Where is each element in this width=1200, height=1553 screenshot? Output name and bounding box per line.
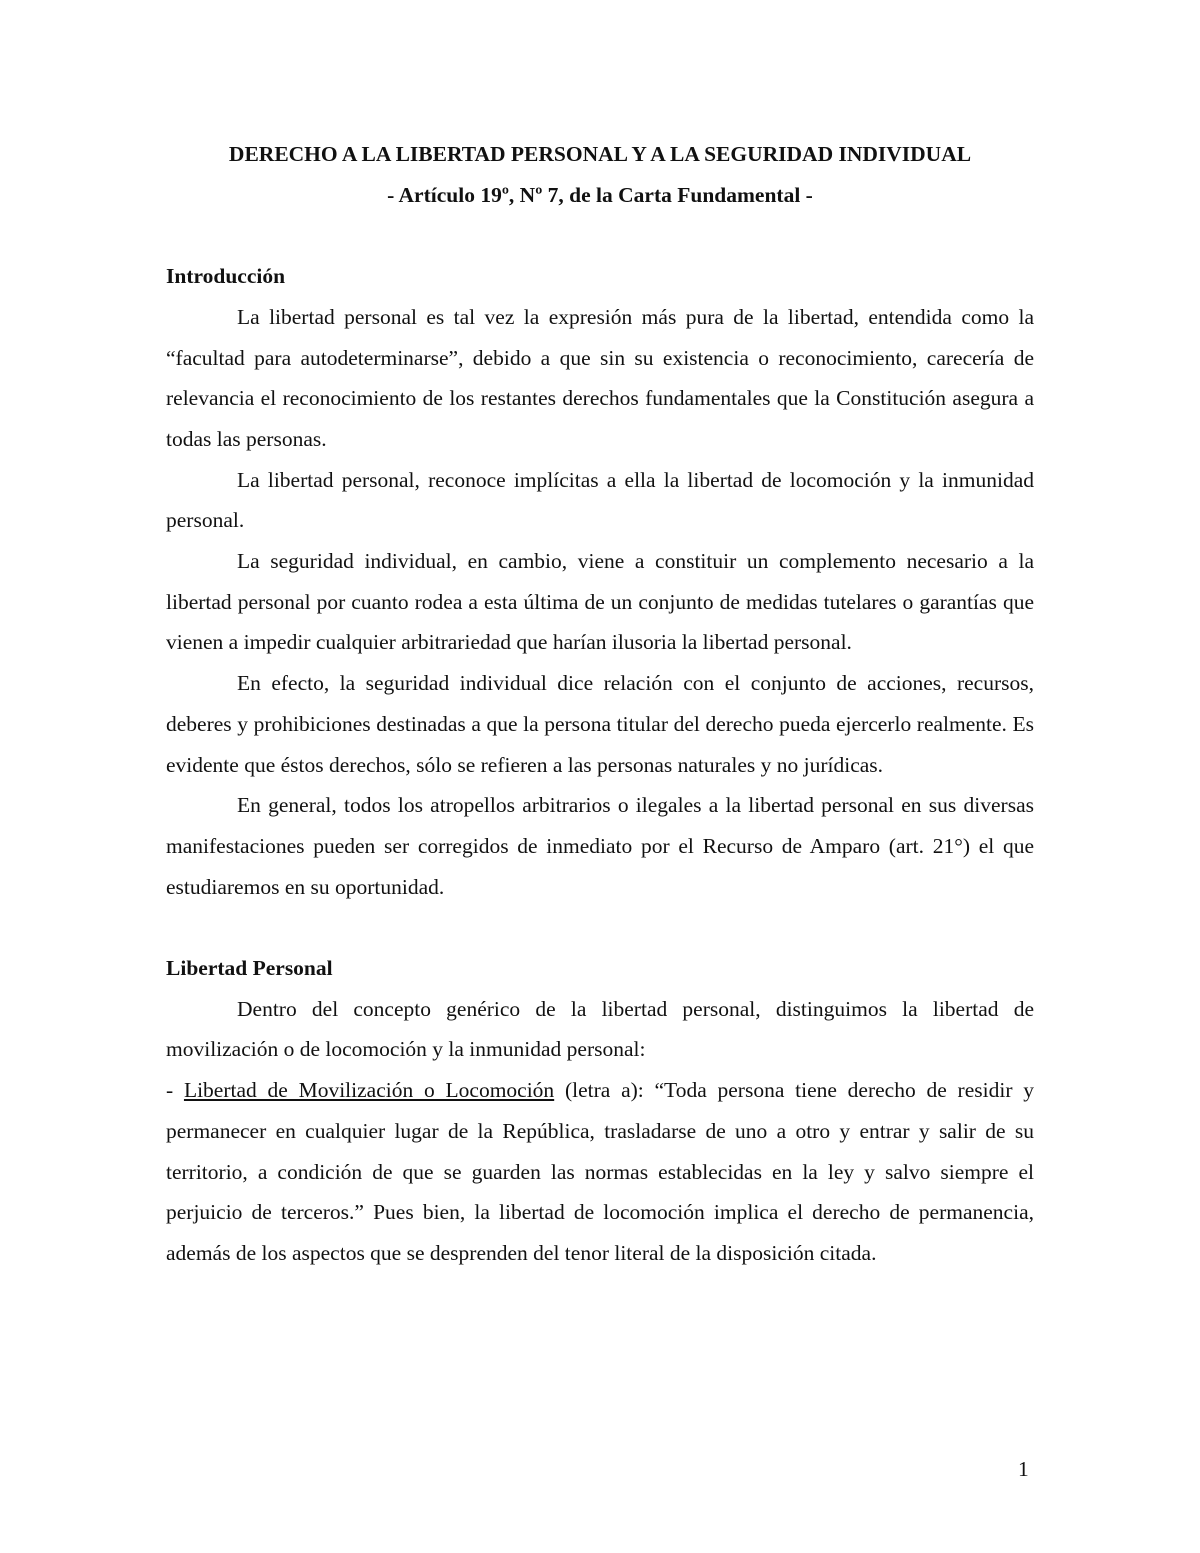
list-item-libertad-movilizacion	[166, 1070, 1034, 1274]
spacer	[166, 907, 1034, 948]
document-body	[166, 134, 1034, 1274]
paragraph: La libertad personal es tal vez la expresión más pura de la libertad, entendida como la “facultad para autodeterminarse”, debido a que sin su existencia o reconocimiento, carecería de relevancia el reconocimiento de los restantes derechos fundamentales que la Constitución asegura a todas las personas.	[166, 304, 1034, 451]
paragraph: En general, todos los atropellos arbitrarios o ilegales a la libertad personal en sus diversas manifestaciones pueden ser corregidos de inmediato por el Recurso de Amparo (art. 21°) el que estudiaremos en su oportunidad.	[166, 793, 1034, 899]
document-title: DERECHO A LA LIBERTAD PERSONAL Y A LA SEGURIDAD INDIVIDUAL	[228, 142, 972, 166]
page-number: 1	[1018, 1457, 1029, 1481]
document-subtitle: - Artículo 19º, Nº 7, de la Carta Fundamental -	[387, 182, 813, 207]
paragraph: La libertad personal, reconoce implícitas a ella la libertad de locomoción y la inmunidad personal.	[166, 467, 1034, 533]
paragraph: La seguridad individual, en cambio, viene a constituir un complemento necesario a la libertad personal por cuanto rodea a esta última de un conjunto de medidas tutelares o garantías que vienen a impedir cualquier arbitrariedad que harían ilusoria la libertad personal.	[166, 549, 1034, 655]
spacer	[166, 215, 1034, 256]
paragraph: En efecto, la seguridad individual dice relación con el conjunto de acciones, recursos, deberes y prohibiciones destinadas a que la persona titular del derecho pueda ejercerlo realmente. Es evidente que éstos derechos, sólo se refieren a las personas naturales y no jurídicas.	[166, 671, 1034, 777]
paragraph: Dentro del concepto genérico de la libertad personal, distinguimos la libertad de movilización o de locomoción y la inmunidad personal:	[166, 996, 1034, 1062]
list-dash: -	[166, 1078, 184, 1103]
list-item-text: (letra a): “Toda persona tiene derecho de residir y permanecer en cualquier lugar de la República, trasladarse de uno a otro y entrar y salir de su territorio, a condición de que se guarden las normas establecidas en la ley y salvo siempre el perjuicio de terceros.” Pues bien, la libertad de locomoción implica el derecho de permanencia, además de los aspectos que se desprenden del tenor literal de la disposición citada.	[166, 1078, 1034, 1265]
section-heading-introduccion: Introducción	[166, 264, 286, 289]
section-heading-libertad-personal: Libertad Personal	[166, 956, 333, 981]
list-item-title: Libertad de Movilización o Locomoción	[183, 1078, 555, 1103]
